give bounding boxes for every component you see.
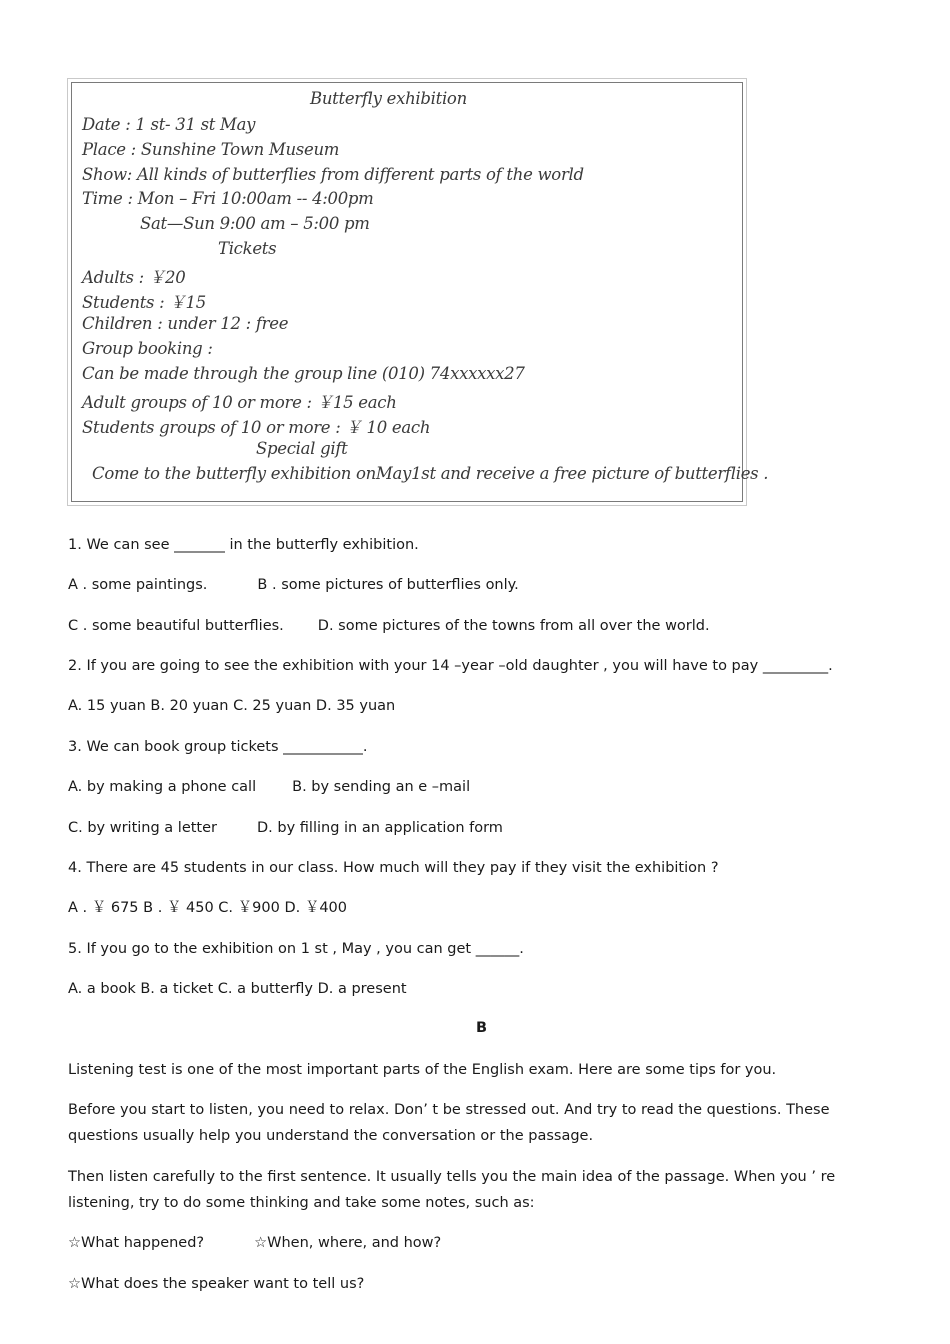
question-2: 2. If you are going to see the exhibition with your 14 –year –old daughter , you will have to pay _________. (68, 658, 833, 674)
tip-when-where-how: ☆When, where, and how? (254, 1235, 442, 1251)
section-b-paragraph-3: Then listen carefully to the first sentence. It usually tells you the main idea of the passage. When you ’ re listening, try to do some thinking and take some notes, such as: (68, 1169, 836, 1211)
question-1-option-d: D. some pictures of the towns from all over the world. (317, 618, 710, 634)
exhibition-notice (67, 78, 769, 506)
question-3-option-a: A. by making a phone call (68, 779, 257, 795)
notice-children-price: Children : under 12 : free (82, 314, 289, 333)
question-1-options-cd (68, 616, 710, 636)
section-b-paragraph-1: Listening test is one of the most important parts of the English exam. Here are some tips for you. (68, 1062, 777, 1078)
question-3-options-cd (68, 818, 503, 838)
question-4-options: A . ￥ 675 B . ￥ 450 C. ￥900 D. ￥400 (68, 900, 347, 916)
notice-adults-price: Adults : ￥20 (82, 268, 186, 287)
question-2-options: A. 15 yuan B. 20 yuan C. 25 yuan D. 35 yuan (68, 698, 396, 714)
question-3-options-ab (68, 777, 470, 797)
question-3-option-b: B. by sending an e –mail (292, 779, 471, 795)
notice-tickets-heading: Tickets (218, 239, 277, 258)
notice-group-line: Can be made through the group line (010) 74xxxxxx27 (82, 364, 525, 383)
notice-student-groups: Students groups of 10 or more : ￥ 10 each (82, 418, 431, 437)
notice-gift-heading: Special gift (256, 439, 348, 458)
notice-time-weekend: Sat—Sun 9:00 am – 5:00 pm (140, 214, 370, 233)
section-b-paragraph-2: Before you start to listen, you need to relax. Don’ t be stressed out. And try to read the questions. These questions usually help you understand the conversation or the passage. (68, 1102, 830, 1144)
question-1-option-b: B . some pictures of butterflies only. (257, 577, 519, 593)
notice-time-weekday: Time : Mon – Fri 10:00am -- 4:00pm (82, 189, 374, 208)
tip-speaker-message: ☆What does the speaker want to tell us? (68, 1276, 365, 1292)
notice-date: Date : 1 st- 31 st May (82, 115, 256, 134)
question-5-options: A. a book B. a ticket C. a butterfly D. a present (68, 981, 407, 997)
notice-gift-text: Come to the butterfly exhibition onMay1st and receive a free picture of butterflies . (92, 464, 769, 483)
section-b-tips-row (68, 1233, 441, 1253)
question-1: 1. We can see _______ in the butterfly exhibition. (68, 537, 419, 553)
question-1-option-c: C . some beautiful butterflies. (68, 618, 284, 634)
question-5: 5. If you go to the exhibition on 1 st , May , you can get ______. (68, 941, 524, 957)
question-3-option-d: D. by filling in an application form (257, 820, 503, 836)
question-3-option-c: C. by writing a letter (68, 820, 218, 836)
tip-what-happened: ☆What happened? (68, 1235, 205, 1251)
question-1-option-a: A . some paintings. (68, 577, 208, 593)
notice-group-booking: Group booking : (82, 339, 213, 358)
notice-show: Show: All kinds of butterflies from different parts of the world (82, 165, 584, 184)
question-1-options-ab (68, 575, 519, 595)
notice-students-price: Students : ￥15 (82, 293, 206, 312)
notice-title: Butterfly exhibition (310, 89, 467, 108)
notice-place: Place : Sunshine Town Museum (82, 140, 340, 159)
question-3: 3. We can book group tickets ___________. (68, 739, 368, 755)
section-b-heading: B (476, 1020, 488, 1036)
question-4: 4. There are 45 students in our class. How much will they pay if they visit the exhibition ? (68, 860, 719, 876)
notice-adult-groups: Adult groups of 10 or more : ￥15 each (82, 393, 397, 412)
